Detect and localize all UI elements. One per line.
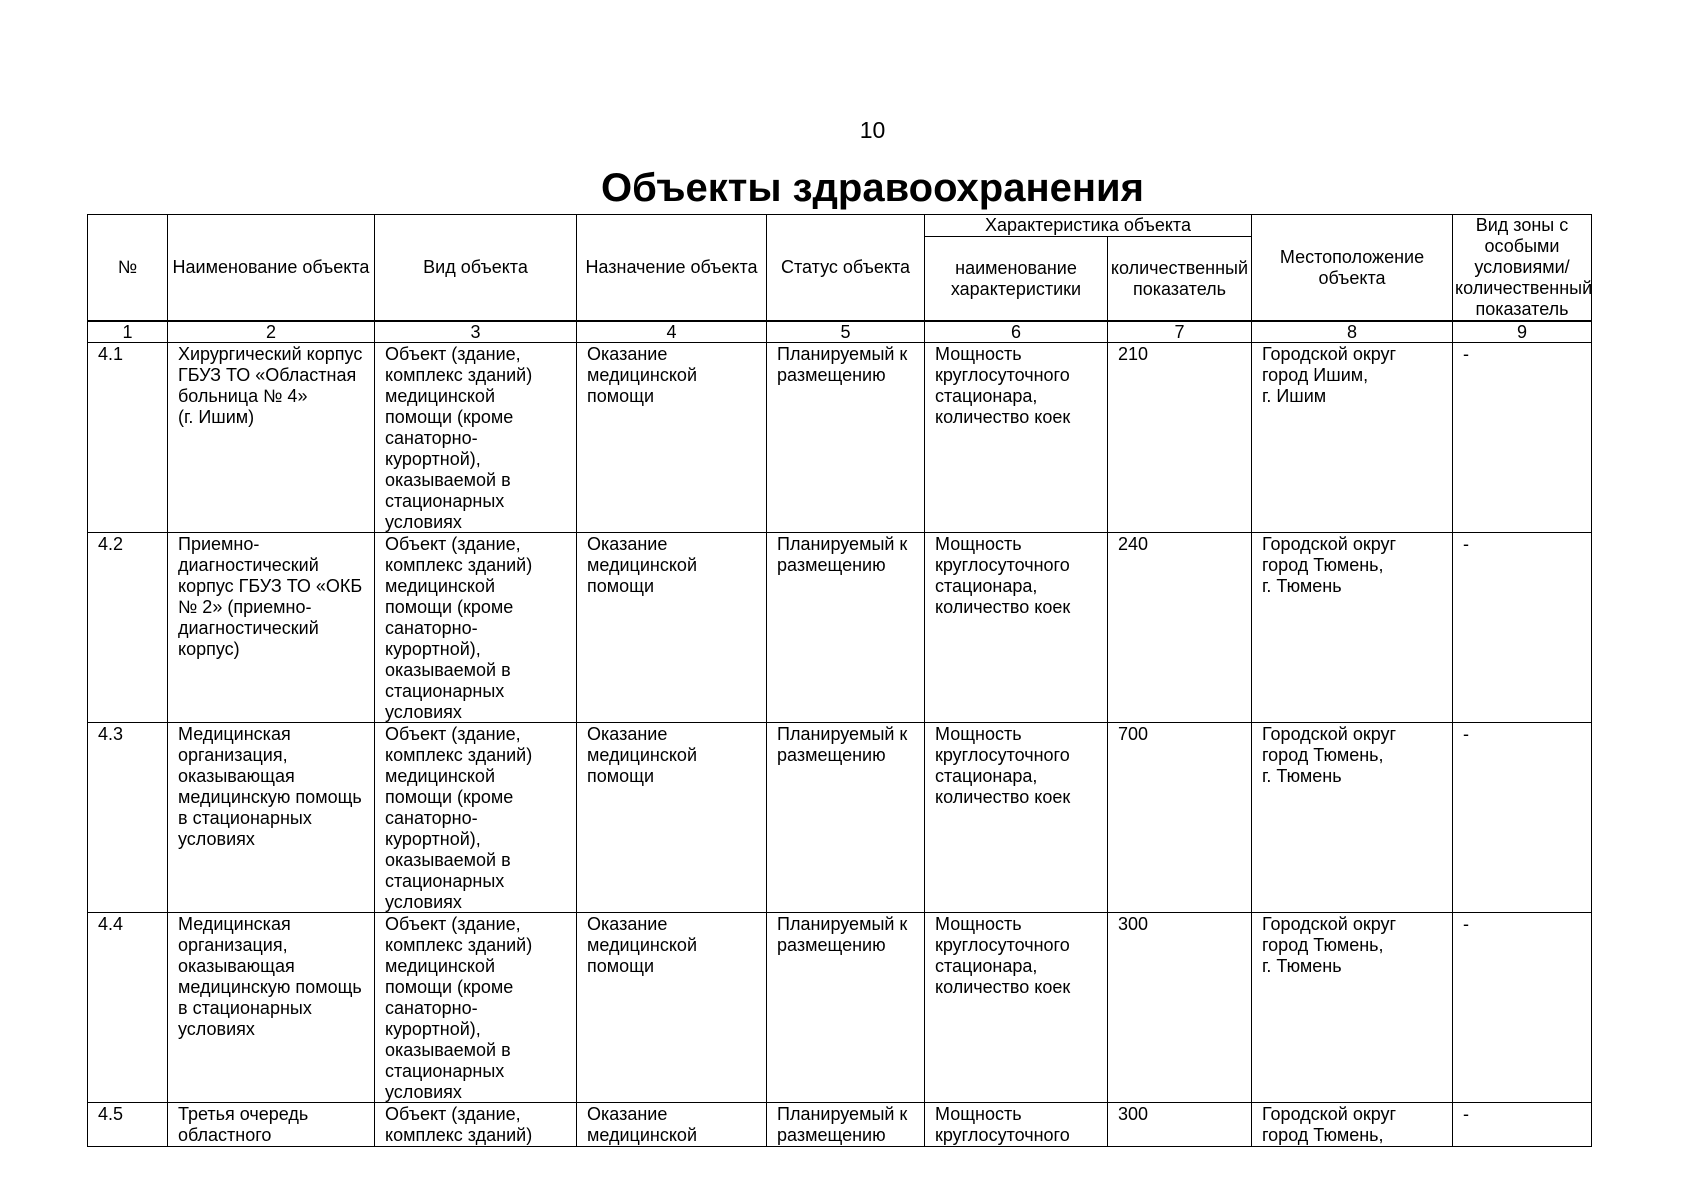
cell-text: Планируемый к размещению	[777, 914, 908, 955]
cell-name	[168, 1103, 375, 1147]
header-char-name: наименование характеристики	[925, 237, 1108, 322]
cell-kind	[375, 913, 577, 1103]
cell-char-value	[1108, 343, 1252, 533]
cell-text: Объект (здание, комплекс зданий) медицинской помощи (кроме санаторно-курортной), оказываемой в стационарных условиях	[385, 534, 533, 722]
cell-text: Городской округ город Тюмень, г. Тюмень	[1262, 914, 1397, 976]
cell-text: Мощность круглосуточного стационара, количество коек	[935, 344, 1071, 427]
column-number: 9	[1453, 321, 1592, 343]
cell-text: -	[1463, 344, 1469, 364]
column-number-row	[88, 321, 1592, 343]
cell-zone	[1453, 913, 1592, 1103]
cell-num	[88, 723, 168, 913]
cell-purpose	[577, 533, 767, 723]
header-kind: Вид объекта	[375, 215, 577, 322]
header-zone: Вид зоны с особыми условиями/ количественный показатель	[1453, 215, 1592, 322]
cell-num	[88, 343, 168, 533]
column-number: 4	[577, 321, 767, 343]
cell-status	[767, 1103, 925, 1147]
cell-text: Мощность круглосуточного стационара, количество коек	[935, 914, 1071, 997]
header-location: Местоположение объекта	[1252, 215, 1453, 322]
cell-text: Объект (здание, комплекс зданий) медицинской помощи (кроме санаторно-курортной), оказываемой в стационарных условиях	[385, 344, 533, 532]
page-title: Объекты здравоохранения	[601, 166, 1144, 210]
cell-kind	[375, 723, 577, 913]
cell-num	[88, 1103, 168, 1147]
cell-text: 4.2	[98, 534, 124, 554]
cell-status	[767, 723, 925, 913]
table-row	[88, 343, 1592, 533]
cell-text: Оказание медицинской помощи	[587, 724, 697, 786]
cell-name	[168, 343, 375, 533]
cell-text: 4.1	[98, 344, 124, 364]
header-num: №	[88, 215, 168, 322]
cell-text: -	[1463, 914, 1469, 934]
cell-location	[1252, 343, 1453, 533]
cell-text: Планируемый к размещению	[777, 1104, 908, 1145]
cell-name	[168, 723, 375, 913]
cell-location	[1252, 913, 1453, 1103]
cell-char-name	[925, 1103, 1108, 1147]
cell-text: Городской округ город Тюмень,	[1262, 1104, 1397, 1145]
cell-text: -	[1463, 534, 1469, 554]
cell-text: Медицинская организация, оказывающая медицинскую помощь в стационарных условиях	[178, 724, 362, 849]
column-number: 5	[767, 321, 925, 343]
cell-text: Планируемый к размещению	[777, 724, 908, 765]
cell-kind	[375, 533, 577, 723]
cell-char-value	[1108, 913, 1252, 1103]
header-characteristic-group: Характеристика объекта	[925, 215, 1252, 237]
cell-purpose	[577, 723, 767, 913]
cell-text: Оказание медицинской помощи	[587, 344, 697, 406]
table-row	[88, 913, 1592, 1103]
cell-kind	[375, 343, 577, 533]
column-number: 6	[925, 321, 1108, 343]
cell-location	[1252, 723, 1453, 913]
column-number: 3	[375, 321, 577, 343]
cell-text: Оказание медицинской помощи	[587, 534, 697, 596]
header-char-value: количественный показатель	[1108, 237, 1252, 322]
header-status: Статус объекта	[767, 215, 925, 322]
cell-char-value	[1108, 723, 1252, 913]
cell-status	[767, 913, 925, 1103]
cell-char-name	[925, 533, 1108, 723]
cell-text: 300	[1118, 1104, 1149, 1124]
cell-name	[168, 533, 375, 723]
header-name: Наименование объекта	[168, 215, 375, 322]
cell-purpose	[577, 343, 767, 533]
cell-char-name	[925, 343, 1108, 533]
cell-zone	[1453, 723, 1592, 913]
cell-text: Приемно-диагностический корпус ГБУЗ ТО «ОКБ № 2» (приемно-диагностический корпус)	[178, 534, 363, 659]
column-number: 8	[1252, 321, 1453, 343]
cell-text: Мощность круглосуточного	[935, 1104, 1070, 1145]
cell-kind	[375, 1103, 577, 1147]
cell-text: -	[1463, 724, 1469, 744]
cell-location	[1252, 533, 1453, 723]
cell-text: Третья очередь областного	[178, 1104, 309, 1145]
cell-text: Объект (здание, комплекс зданий) медицинской помощи (кроме санаторно-курортной), оказываемой в стационарных условиях	[385, 914, 533, 1102]
cell-text: Медицинская организация, оказывающая медицинскую помощь в стационарных условиях	[178, 914, 362, 1039]
cell-text: Городской округ город Тюмень, г. Тюмень	[1262, 534, 1397, 596]
cell-purpose	[577, 913, 767, 1103]
cell-char-name	[925, 723, 1108, 913]
page-number: 10	[859, 117, 886, 143]
table-row	[88, 533, 1592, 723]
cell-text: Мощность круглосуточного стационара, количество коек	[935, 724, 1071, 807]
column-number: 2	[168, 321, 375, 343]
cell-text: Объект (здание, комплекс зданий)	[385, 1104, 533, 1145]
cell-status	[767, 533, 925, 723]
column-number: 1	[88, 321, 168, 343]
cell-text: Объект (здание, комплекс зданий) медицинской помощи (кроме санаторно-курортной), оказываемой в стационарных условиях	[385, 724, 533, 912]
cell-status	[767, 343, 925, 533]
cell-text: Планируемый к размещению	[777, 344, 908, 385]
cell-text: 4.5	[98, 1104, 124, 1124]
cell-char-name	[925, 913, 1108, 1103]
cell-char-value	[1108, 533, 1252, 723]
cell-zone	[1453, 533, 1592, 723]
cell-location	[1252, 1103, 1453, 1147]
cell-text: Городской округ город Тюмень, г. Тюмень	[1262, 724, 1397, 786]
cell-zone	[1453, 1103, 1592, 1147]
cell-text: Оказание медицинской помощи	[587, 914, 697, 976]
cell-text: 210	[1118, 344, 1149, 364]
cell-text: 4.4	[98, 914, 124, 934]
cell-name	[168, 913, 375, 1103]
cell-zone	[1453, 343, 1592, 533]
cell-text: -	[1463, 1104, 1469, 1124]
cell-purpose	[577, 1103, 767, 1147]
cell-text: Хирургический корпус ГБУЗ ТО «Областная больница № 4» (г. Ишим)	[178, 344, 363, 427]
cell-text: 240	[1118, 534, 1149, 554]
cell-text: Оказание медицинской	[587, 1104, 697, 1145]
cell-text: 300	[1118, 914, 1149, 934]
cell-text: 700	[1118, 724, 1149, 744]
column-number: 7	[1108, 321, 1252, 343]
table-row	[88, 723, 1592, 913]
cell-char-value	[1108, 1103, 1252, 1147]
header-purpose: Назначение объекта	[577, 215, 767, 322]
cell-text: Городской округ город Ишим, г. Ишим	[1262, 344, 1397, 406]
cell-num	[88, 913, 168, 1103]
cell-text: Мощность круглосуточного стационара, количество коек	[935, 534, 1071, 617]
table-row	[88, 1103, 1592, 1147]
cell-num	[88, 533, 168, 723]
cell-text: Планируемый к размещению	[777, 534, 908, 575]
cell-text: 4.3	[98, 724, 124, 744]
health-objects-table	[87, 214, 1592, 1147]
